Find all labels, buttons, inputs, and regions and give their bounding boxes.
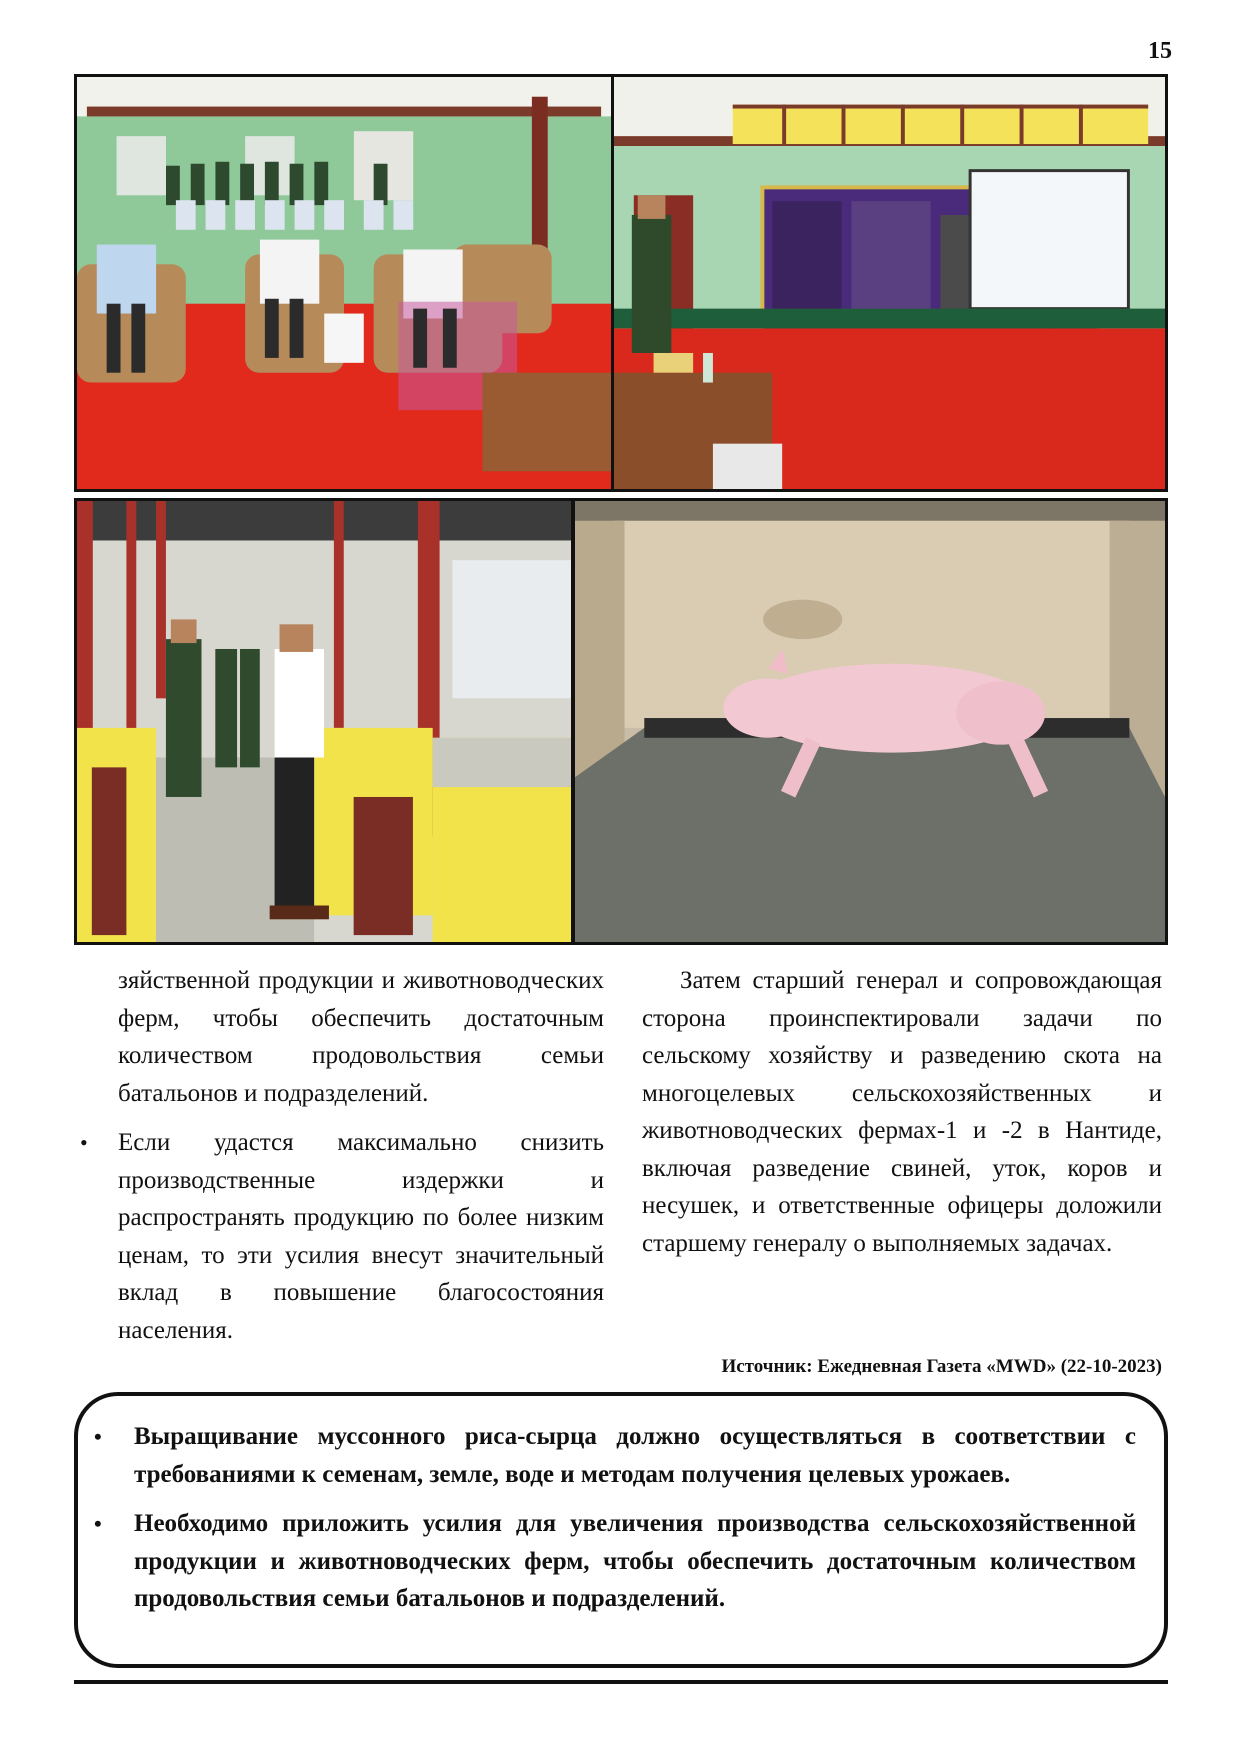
right-paragraph: Затем старший генерал и сопровождающая сторона проинспектировали задачи по сельскому хозяйству и разведению скота на многоцелевых сельскохозяйственных и животноводческих фермах-1 и -2 в Нантиде, включая разведение свиней, уток, коров и несушек, и ответственные офицеры доложили старшему генералу о выполняемых задачах. <box>642 967 1162 1257</box>
summary-item-text: Выращивание муссонного риса-сырца должно осуществляться в соответствии с требованиями к семенам, земле, воде и методам получения целевых урожаев. <box>134 1423 1136 1488</box>
left-bullet-text: Если удастся максимально снизить производственные издержки и распространять продукцию по более низким ценам, то эти усилия внесут значительный вклад в повышение благосостояния населения. <box>118 1129 604 1344</box>
summary-box <box>74 1392 1168 1668</box>
summary-item <box>94 1418 1136 1493</box>
summary-item <box>94 1505 1136 1618</box>
summary-item-text: Необходимо приложить усилия для увеличения производства сельскохозяйственной продукции и животноводческих ферм, чтобы обеспечить достаточным количеством продовольствия семьи батальонов и подразделений. <box>134 1510 1136 1612</box>
livestock-pen-inspection-photo <box>74 498 574 945</box>
meeting-hall-photo <box>74 74 614 492</box>
briefing-room-photo <box>611 74 1168 492</box>
page-number: 15 <box>1148 38 1172 64</box>
pig-in-pen-photo <box>572 498 1168 945</box>
bullet-icon: • <box>94 1424 102 1449</box>
left-paragraph: зяйственной продукции и животноводческих ферм, чтобы обеспечить достаточным количеством продовольствия семьи батальонов и подразделений. <box>118 967 604 1107</box>
left-bullet-item <box>80 1124 604 1349</box>
right-column <box>642 962 1162 1262</box>
source-line: Источник: Ежедневная Газета «MWD» (22-10-2023) <box>721 1356 1162 1377</box>
bottom-divider <box>74 1680 1168 1684</box>
left-column <box>80 962 604 1349</box>
bullet-icon: • <box>80 1130 88 1155</box>
bullet-icon: • <box>94 1511 102 1536</box>
